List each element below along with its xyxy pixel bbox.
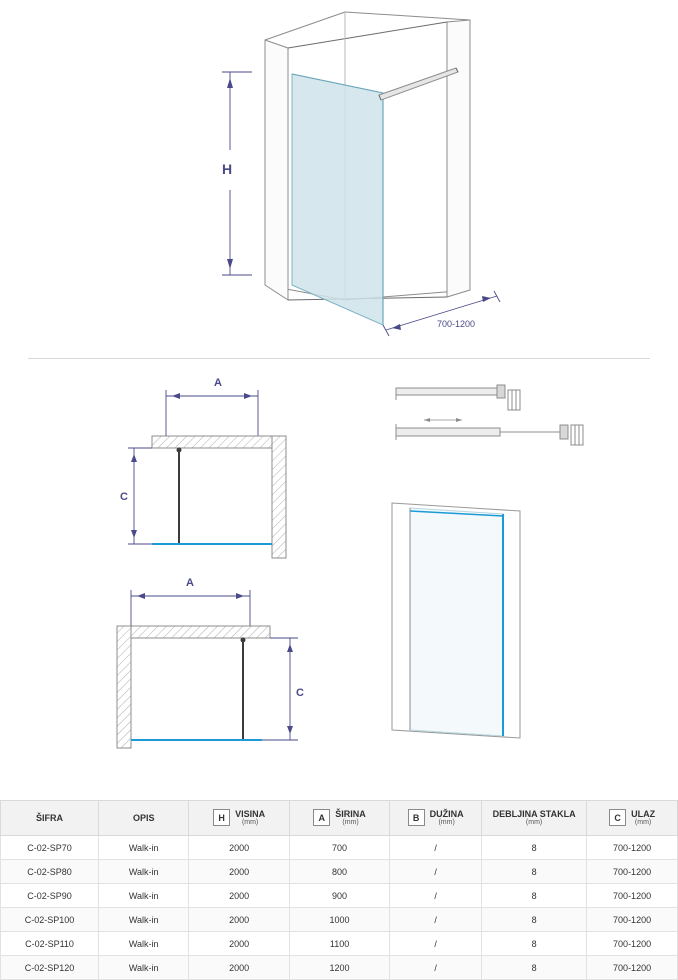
table-body <box>1 836 678 980</box>
cell-sifra: C-02-SP80 <box>1 860 99 884</box>
cell-ulaz: 700-1200 <box>587 884 678 908</box>
column-header-ulaz <box>587 801 678 836</box>
column-title: DEBLJINA STAKLA <box>492 808 576 819</box>
cell-debljina: 8 <box>482 884 587 908</box>
cell-opis: Walk-in <box>99 956 189 980</box>
cell-opis: Walk-in <box>99 860 189 884</box>
cell-sirina: 1000 <box>289 908 389 932</box>
svg-text:C: C <box>296 687 304 699</box>
dimension-box-b: B <box>408 809 425 826</box>
column-title: ULAZ <box>631 808 656 819</box>
dimension-depth-label: 700-1200 <box>437 319 476 329</box>
section-detail-top <box>396 385 520 410</box>
column-unit: (mm) <box>634 819 652 827</box>
cell-sirina: 800 <box>289 860 389 884</box>
dimension-box-h: H <box>213 809 230 826</box>
technical-drawings <box>0 368 678 788</box>
cell-visina: 2000 <box>189 932 289 956</box>
column-unit: (mm) <box>438 819 455 827</box>
column-title: OPIS <box>132 812 155 823</box>
front-elevation <box>392 503 520 738</box>
cell-duzina: / <box>390 956 482 980</box>
column-title: ŠIRINA <box>335 808 366 819</box>
column-title: ŠIFRA <box>36 812 64 823</box>
cell-visina: 2000 <box>189 908 289 932</box>
cell-sirina: 1100 <box>289 932 389 956</box>
dimension-box-c: C <box>609 809 626 826</box>
column-header-sirina <box>289 801 389 836</box>
cell-debljina: 8 <box>482 836 587 860</box>
cell-sifra: C-02-SP100 <box>1 908 99 932</box>
cell-ulaz: 700-1200 <box>587 932 678 956</box>
cell-visina: 2000 <box>189 884 289 908</box>
section-detail-bottom <box>396 418 583 445</box>
cell-duzina: / <box>390 908 482 932</box>
cell-sirina: 1200 <box>289 956 389 980</box>
plan-view-bottom <box>117 577 304 748</box>
dimension-box-a: A <box>313 809 330 826</box>
cell-sifra: C-02-SP110 <box>1 932 99 956</box>
table-row <box>1 908 678 932</box>
cell-opis: Walk-in <box>99 884 189 908</box>
cell-sirina: 700 <box>289 836 389 860</box>
table-row <box>1 932 678 956</box>
dimension-h-label: H <box>222 161 233 177</box>
table-row <box>1 956 678 980</box>
cell-ulaz: 700-1200 <box>587 860 678 884</box>
cell-visina: 2000 <box>189 956 289 980</box>
cell-opis: Walk-in <box>99 932 189 956</box>
cell-sifra: C-02-SP90 <box>1 884 99 908</box>
section-divider <box>28 358 650 359</box>
cell-debljina: 8 <box>482 932 587 956</box>
column-header-opis <box>99 801 189 836</box>
cell-ulaz: 700-1200 <box>587 956 678 980</box>
cell-duzina: / <box>390 860 482 884</box>
column-header-visina <box>189 801 289 836</box>
plan-view-top <box>120 377 286 558</box>
column-unit: (mm) <box>241 819 259 827</box>
spec-table <box>0 800 678 980</box>
cell-sifra: C-02-SP120 <box>1 956 99 980</box>
cell-visina: 2000 <box>189 860 289 884</box>
table-row <box>1 884 678 908</box>
table-header-row <box>1 801 678 836</box>
cell-debljina: 8 <box>482 908 587 932</box>
cell-ulaz: 700-1200 <box>587 836 678 860</box>
table-row <box>1 836 678 860</box>
cell-debljina: 8 <box>482 956 587 980</box>
svg-text:A: A <box>214 377 222 389</box>
column-header-duzina <box>390 801 482 836</box>
column-header-debljina-stakla <box>482 801 587 836</box>
column-title: VISINA <box>235 808 266 819</box>
cell-debljina: 8 <box>482 860 587 884</box>
cell-sirina: 900 <box>289 884 389 908</box>
column-unit: (mm) <box>342 819 359 827</box>
svg-text:C: C <box>120 491 128 503</box>
cell-opis: Walk-in <box>99 836 189 860</box>
cell-duzina: / <box>390 836 482 860</box>
table-header <box>1 801 678 836</box>
cell-duzina: / <box>390 884 482 908</box>
column-title: DUŽINA <box>429 808 464 819</box>
cell-visina: 2000 <box>189 836 289 860</box>
perspective-drawing <box>0 0 678 360</box>
cell-opis: Walk-in <box>99 908 189 932</box>
table-row <box>1 860 678 884</box>
column-header-sifra <box>1 801 99 836</box>
cell-duzina: / <box>390 932 482 956</box>
cell-ulaz: 700-1200 <box>587 908 678 932</box>
spec-table-wrapper <box>0 800 678 980</box>
svg-text:A: A <box>186 577 194 589</box>
column-unit: (mm) <box>525 819 543 827</box>
cell-sifra: C-02-SP70 <box>1 836 99 860</box>
